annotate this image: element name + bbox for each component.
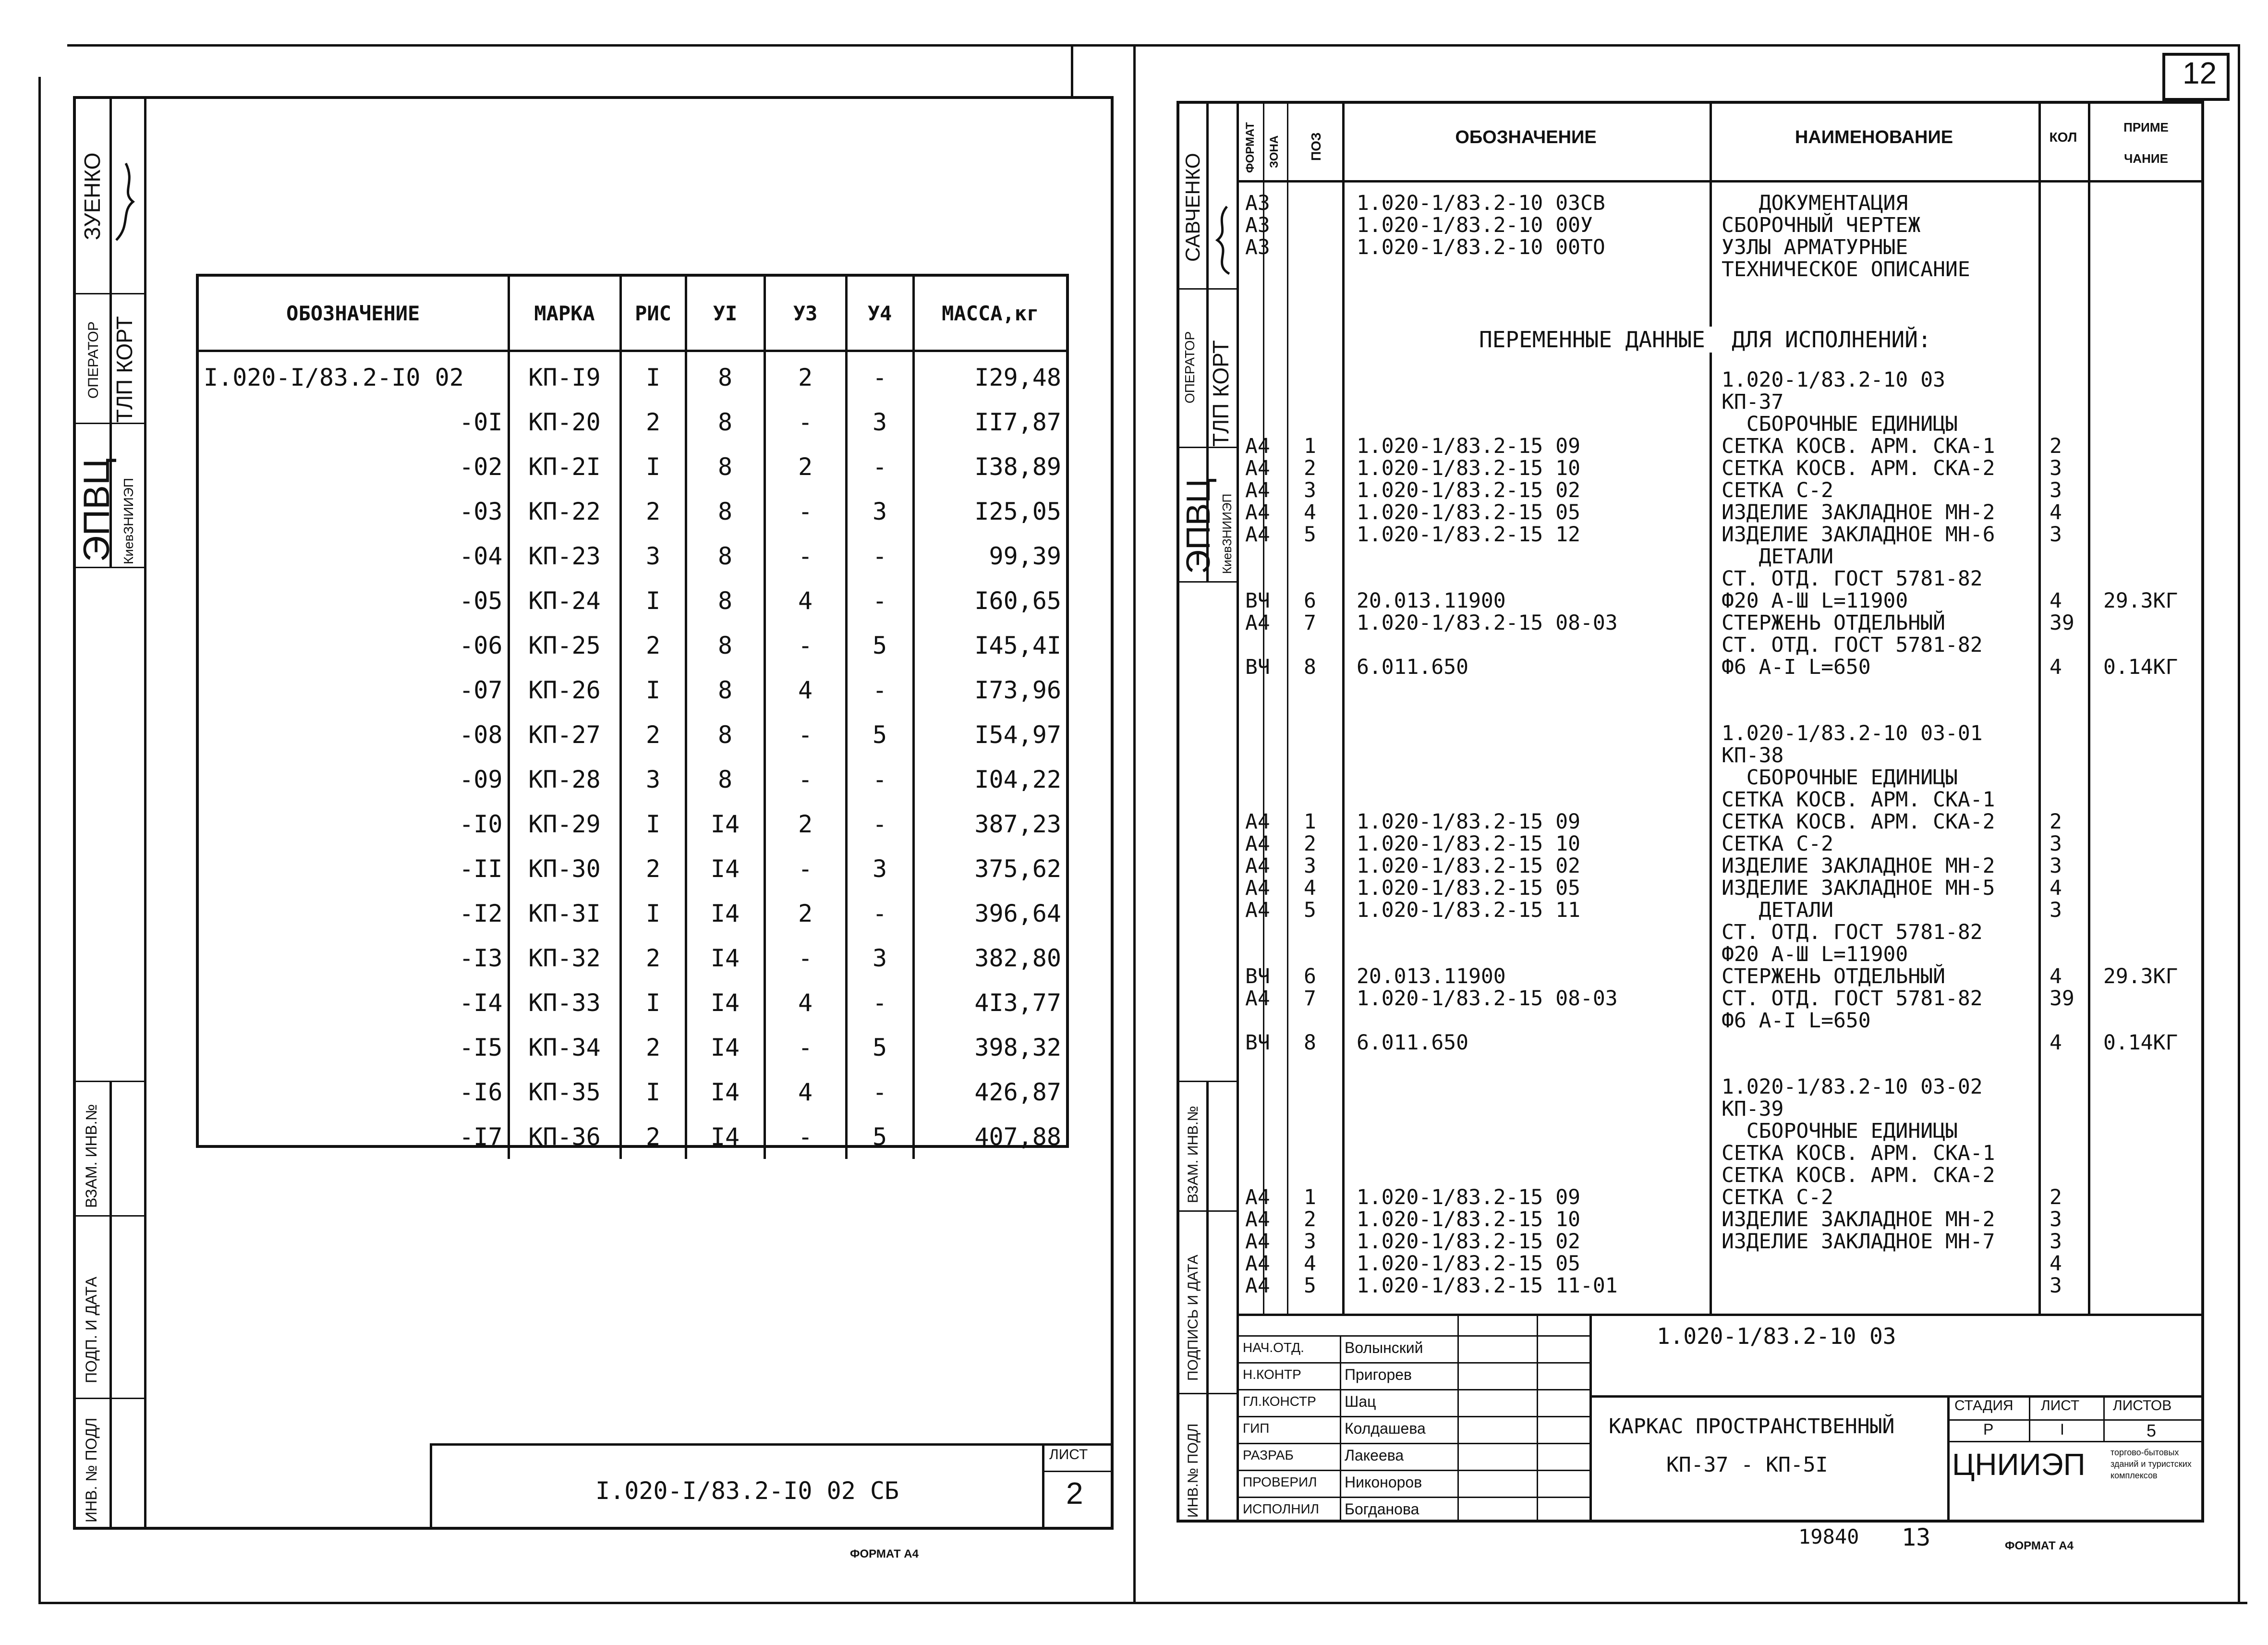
spec-col-line-5 xyxy=(2038,101,2041,1314)
right-margin-sep-3 xyxy=(1176,1393,1237,1394)
rtb-stage-col-2 xyxy=(2103,1395,2105,1441)
rtb-top xyxy=(1237,1314,2204,1316)
left-format-label: ФОРМАТ А4 xyxy=(850,1548,919,1560)
cell-mass: I04,22 xyxy=(913,757,1066,802)
table-row xyxy=(199,1114,1066,1159)
cell-mass: 426,87 xyxy=(913,1070,1066,1114)
rtb-name-col xyxy=(1457,1314,1459,1523)
cell-figure: 2 xyxy=(620,400,686,444)
cell-figure: I xyxy=(620,668,686,712)
table-row xyxy=(199,578,1066,623)
cell-figure: 2 xyxy=(620,936,686,980)
cell-mark: КП-32 xyxy=(509,936,620,980)
cell-node-4: - xyxy=(846,578,913,623)
cell-mark: КП-2I xyxy=(509,444,620,489)
cell-mass: I73,96 xyxy=(913,668,1066,712)
cell-node-1: 8 xyxy=(686,534,764,578)
cell-designation: -I6 xyxy=(459,1078,503,1106)
rtb-row-rule xyxy=(1237,1389,1589,1390)
left-titleblock-sheet-divider xyxy=(1042,1443,1044,1530)
cell-node-3: - xyxy=(764,936,846,980)
col-header-format: ФОРМАТ xyxy=(1244,122,1257,173)
cell-mark: КП-27 xyxy=(509,712,620,757)
right-margin-label-3: ИНВ.№ ПОДЛ xyxy=(1185,1423,1201,1518)
table-row xyxy=(199,846,1066,891)
rtb-title-1: КАРКАС ПРОСТРАНСТВЕННЫЙ xyxy=(1609,1414,1895,1438)
table-row xyxy=(199,712,1066,757)
col-header-note-1: ПРИМЕ xyxy=(2123,120,2169,134)
left-margin-sep-2 xyxy=(73,1215,145,1217)
rtb-code-rule xyxy=(1589,1395,2204,1398)
cell-mark: КП-25 xyxy=(509,623,620,668)
sheet-split-line xyxy=(1133,44,1136,1603)
cell-node-3: - xyxy=(764,712,846,757)
cell-mass: 407,88 xyxy=(913,1114,1066,1159)
cell-node-1: 8 xyxy=(686,712,764,757)
cell-designation: -I7 xyxy=(459,1122,503,1151)
cell-node-1: I4 xyxy=(686,891,764,936)
table-row xyxy=(199,757,1066,802)
col-header-zone: ЗОНА xyxy=(1268,135,1281,168)
cell-node-1: I4 xyxy=(686,802,764,846)
cell-node-4: 3 xyxy=(846,936,913,980)
cell-figure: 2 xyxy=(620,1025,686,1070)
cell-designation: -I0 xyxy=(459,810,503,838)
rtb-code: 1.020-1/83.2-10 03 xyxy=(1657,1323,1896,1349)
cell-node-3: - xyxy=(764,1114,846,1159)
cell-node-4: 3 xyxy=(846,400,913,444)
cell-figure: I xyxy=(620,351,686,400)
right-stamp-signature xyxy=(1208,202,1237,279)
col-header-designation: ОБОЗНАЧЕНИЕ xyxy=(199,277,509,351)
spec-col-line-3 xyxy=(1342,101,1345,1314)
right-stamp-sep-1 xyxy=(1176,288,1237,290)
cell-figure: I xyxy=(620,891,686,936)
rtb-role: ПРОВЕРИЛ xyxy=(1243,1474,1317,1489)
table-header-row xyxy=(199,277,1066,351)
cell-designation: -I2 xyxy=(459,899,503,927)
spec-col-designation: 1.020-1/83.2-10 03СВ 1.020-1/83.2-10 00У 1.020-1/83.2-10 00ТО 1.020-1/83.2-15 09 1.020-1/83.2-15 10 1.020-1/83.2-15 02 1.020-1/83.2-15 05 1.020-1/83.2-15 12 20.013.11900 1.020-1/83.2-15 08-03 6.011.650 1.020-1/83.2-15 09 1.020-1/83.2-15 10 1.020-1/83.2-15 02 1.020-1/83.2-15 05 1.020-1/83.2-15 11 20.013.11900 1.020-1/83.2-15 08-03 6.011.650 1.020-1/83.2-15 09 1.020-1/83.2-15 10 1.020-1/83.2-15 02 1.020-1/83.2-15 05 1.020-1/83.2-15 11-01 xyxy=(1357,191,1618,1298)
page-bottom-rule xyxy=(38,1602,2247,1604)
rtb-role: НАЧ.ОТД. xyxy=(1243,1340,1304,1355)
cell-figure: I xyxy=(620,444,686,489)
cell-node-3: - xyxy=(764,400,846,444)
left-sheet-number: 2 xyxy=(1066,1476,1083,1511)
cell-node-4: - xyxy=(846,668,913,712)
right-margin-sep-1 xyxy=(1176,1081,1237,1082)
table-row xyxy=(199,802,1066,846)
right-top-rule xyxy=(1133,44,2238,47)
rtb-row-rule xyxy=(1237,1362,1589,1364)
cell-node-4: 5 xyxy=(846,623,913,668)
cell-node-1: I4 xyxy=(686,1025,764,1070)
right-stamp-sep-2 xyxy=(1176,447,1237,448)
cell-mark: КП-26 xyxy=(509,668,620,712)
cell-node-4: 3 xyxy=(846,846,913,891)
col-header-qty: КОЛ xyxy=(2049,130,2077,145)
left-sheet-label: ЛИСТ xyxy=(1049,1447,1088,1462)
right-stamp-operator: ОПЕРАТОР xyxy=(1182,331,1197,403)
cell-node-3: 4 xyxy=(764,1070,846,1114)
cell-node-4: - xyxy=(846,891,913,936)
spec-col-line-2 xyxy=(1287,101,1288,1314)
table-row xyxy=(199,623,1066,668)
rtb-sheets-value: 5 xyxy=(2147,1421,2157,1440)
cell-designation: I.020-I/83.2-I0 02 xyxy=(204,363,464,391)
left-stamp-signature xyxy=(111,154,140,250)
col-header-designation: ОБОЗНАЧЕНИЕ xyxy=(1455,127,1597,147)
rtb-role: ИСПОЛНИЛ xyxy=(1243,1501,1320,1516)
left-titleblock-left xyxy=(430,1443,432,1530)
col-header-mark: МАРКА xyxy=(509,277,620,351)
left-binding-line xyxy=(144,96,146,1530)
cell-designation: -09 xyxy=(459,765,503,793)
left-top-rule xyxy=(67,44,1133,47)
spec-col-qty: 2 3 3 4 3 4 39 4 2 3 3 4 3 4 39 4 2 3 3 4 3 xyxy=(2050,434,2074,1298)
col-header-figure: РИС xyxy=(620,277,686,351)
variable-data-header: ПЕРЕМЕННЫЕ ДАННЫЕ ДЛЯ ИСПОЛНЕНИЙ: xyxy=(1479,327,1931,353)
cell-mass: 387,23 xyxy=(913,802,1066,846)
corner-sheet-number: 12 xyxy=(2183,56,2217,90)
cell-mass: 99,39 xyxy=(913,534,1066,578)
cell-figure: 2 xyxy=(620,846,686,891)
rtb-title-2: КП-37 - КП-5I xyxy=(1666,1453,1828,1477)
cell-node-1: 8 xyxy=(686,400,764,444)
cell-mark: КП-22 xyxy=(509,489,620,534)
left-margin-label-1: ВЗАМ. ИНВ.№ xyxy=(83,1104,100,1208)
right-binding-line xyxy=(1237,101,1239,1523)
cell-node-3: - xyxy=(764,489,846,534)
rtb-role: ГЛ.КОНСТР xyxy=(1243,1394,1316,1409)
rtb-row-rule xyxy=(1237,1470,1589,1471)
cell-mass: I54,97 xyxy=(913,712,1066,757)
rtb-sig-col xyxy=(1537,1314,1538,1523)
left-stamp-tlp: ТЛП КОРТ xyxy=(112,316,137,423)
left-drawing-code: I.020-I/83.2-I0 02 СБ xyxy=(595,1477,899,1505)
cell-node-4: - xyxy=(846,757,913,802)
cell-mass: I25,05 xyxy=(913,489,1066,534)
right-margin-divider xyxy=(1206,1081,1209,1523)
bottom-number-1: 19840 xyxy=(1798,1525,1859,1548)
spec-header-rule xyxy=(1237,180,2204,183)
spec-col-format: А3 А3 А3 А4 А4 А4 А4 А4 ВЧ А4 ВЧ А4 А4 А4 А4 А4 ВЧ А4 ВЧ А4 А4 А4 А4 А4 xyxy=(1245,191,1270,1298)
cell-mass: II7,87 xyxy=(913,400,1066,444)
right-stamp-org: КиевЗНИИЭП xyxy=(1220,493,1234,574)
cell-node-3: 4 xyxy=(764,578,846,623)
spec-col-name: ДОКУМЕНТАЦИЯ СБОРОЧНЫЙ ЧЕРТЕЖ УЗЛЫ АРМАТУРНЫЕ ТЕХНИЧЕСКОЕ ОПИСАНИЕ 1.020-1/83.2-10 03 КП-37 СБОРОЧНЫЕ ЕДИНИЦЫ СЕТКА КОСВ. АРМ. СКА-1 СЕТКА КОСВ. АРМ. СКА-2 СЕТКА С-2 ИЗДЕЛИЕ ЗАКЛАДНОЕ МН-2 ИЗДЕЛИЕ ЗАКЛАДНОЕ МН-6 ДЕТАЛИ СТ. ОТД. ГОСТ 5781-82 Ф20 А-Ш L=11900 СТЕРЖЕНЬ ОТДЕЛЬНЫЙ СТ. ОТД. ГОСТ 5781-82 Ф6 А-I L=650 1.020-1/83.2-10 03-01 КП-38 СБОРОЧНЫЕ ЕДИНИЦЫ СЕТКА КОСВ. АРМ. СКА-1 СЕТКА КОСВ. АРМ. СКА-2 СЕТКА С-2 ИЗДЕЛИЕ ЗАКЛАДНОЕ МН-2 ИЗДЕЛИЕ ЗАКЛАДНОЕ МН-5 ДЕТАЛИ СТ. ОТД. ГОСТ 5781-82 Ф20 А-Ш L=11900 СТЕРЖЕНЬ ОТДЕЛЬНЫЙ СТ. ОТД. ГОСТ 5781-82 Ф6 А-I L=650 1.020-1/83.2-10 03-02 КП-39 СБОРОЧНЫЕ ЕДИНИЦЫ СЕТКА КОСВ. АРМ. СКА-1 СЕТКА КОСВ. АРМ. СКА-2 СЕТКА С-2 ИЗДЕЛИЕ ЗАКЛАДНОЕ МН-2 ИЗДЕЛИЕ ЗАКЛАДНОЕ МН-7 xyxy=(1722,191,1995,1254)
cell-mark: КП-3I xyxy=(509,891,620,936)
rtb-row-rule xyxy=(1237,1443,1589,1444)
cell-node-3: 2 xyxy=(764,351,846,400)
left-margin-divider xyxy=(109,1081,112,1530)
cell-mark: КП-30 xyxy=(509,846,620,891)
left-titleblock-top xyxy=(430,1443,1114,1446)
cell-mark: КП-28 xyxy=(509,757,620,802)
rtb-main-divider xyxy=(1589,1314,1592,1523)
cell-figure: 2 xyxy=(620,1114,686,1159)
rtb-name: Пригорев xyxy=(1345,1366,1412,1383)
left-stamp-operator: ОПЕРАТОР xyxy=(85,321,101,399)
cell-node-3: 4 xyxy=(764,668,846,712)
cell-designation: -I3 xyxy=(459,944,503,972)
spec-col-note: 29.3КГ 0.14КГ 29.3КГ 0.14КГ xyxy=(2103,589,2178,1055)
cell-node-3: - xyxy=(764,623,846,668)
right-stamp-tlp: ТЛП КОРТ xyxy=(1208,340,1233,447)
table-row xyxy=(199,980,1066,1025)
right-margin-label-2: ПОДПИСЬ И ДАТА xyxy=(1185,1255,1201,1381)
cell-node-1: I4 xyxy=(686,936,764,980)
spec-col-line-4 xyxy=(1710,101,1712,1314)
col-header-node-1: УI xyxy=(686,277,764,351)
table-row xyxy=(199,936,1066,980)
table-row xyxy=(199,400,1066,444)
cell-node-1: I4 xyxy=(686,1114,764,1159)
cell-node-1: 8 xyxy=(686,668,764,712)
rtb-sheet-value: I xyxy=(2060,1421,2064,1438)
cell-mark: КП-20 xyxy=(509,400,620,444)
rtb-row-rule xyxy=(1237,1335,1589,1337)
cell-figure: I xyxy=(620,802,686,846)
cell-mass: I38,89 xyxy=(913,444,1066,489)
rtb-stage-rule-2 xyxy=(1947,1441,2204,1442)
left-margin-sep-3 xyxy=(73,1398,145,1399)
left-margin-label-2: ПОДП. И ДАТА xyxy=(83,1277,100,1383)
col-header-note-2: ЧАНИЕ xyxy=(2124,151,2168,166)
cell-node-1: 8 xyxy=(686,623,764,668)
rtb-role: ГИП xyxy=(1243,1421,1270,1436)
cell-node-1: I4 xyxy=(686,846,764,891)
cell-node-4: - xyxy=(846,444,913,489)
cell-mark: КП-33 xyxy=(509,980,620,1025)
cell-node-1: 8 xyxy=(686,757,764,802)
cell-mark: КП-36 xyxy=(509,1114,620,1159)
cell-designation: -05 xyxy=(459,586,503,615)
cell-node-4: 3 xyxy=(846,489,913,534)
table-row xyxy=(199,891,1066,936)
rtb-stage-col-1 xyxy=(2029,1395,2030,1441)
col-header-node-3: У3 xyxy=(764,277,846,351)
cell-designation: -II xyxy=(459,854,503,883)
bottom-number-2: 13 xyxy=(1902,1523,1931,1551)
right-stamp-epvc: ЭПВЦ xyxy=(1179,478,1217,574)
col-header-mass: МАССА,кг xyxy=(913,277,1066,351)
rtb-role: Н.КОНТР xyxy=(1243,1367,1301,1382)
cell-mark: КП-23 xyxy=(509,534,620,578)
rtb-org-sub: торгово-бытовых зданий и туристских комплексов xyxy=(2110,1448,2192,1480)
left-stamp-sep-2 xyxy=(73,423,145,424)
spec-col-pos: 1 2 3 4 5 6 7 8 1 2 3 4 5 6 7 8 1 2 3 4 5 xyxy=(1304,434,1316,1298)
cell-figure: 2 xyxy=(620,623,686,668)
cell-figure: I xyxy=(620,578,686,623)
cell-figure: 3 xyxy=(620,534,686,578)
rtb-name: Богданова xyxy=(1345,1500,1419,1518)
col-header-node-4: У4 xyxy=(846,277,913,351)
cell-node-1: 8 xyxy=(686,351,764,400)
rtb-stage-value: Р xyxy=(1983,1421,1994,1438)
rtb-role: РАЗРАБ xyxy=(1243,1448,1294,1462)
cell-node-4: 5 xyxy=(846,1114,913,1159)
cell-node-1: 8 xyxy=(686,489,764,534)
cell-node-1: I4 xyxy=(686,980,764,1025)
cell-designation: -02 xyxy=(459,452,503,481)
cell-figure: 2 xyxy=(620,489,686,534)
cell-node-3: 2 xyxy=(764,802,846,846)
table-body xyxy=(199,351,1066,1159)
cell-node-1: 8 xyxy=(686,444,764,489)
left-titleblock-sheet-rule xyxy=(1042,1471,1114,1472)
cell-node-4: - xyxy=(846,802,913,846)
cell-node-4: 5 xyxy=(846,712,913,757)
cell-mass: I29,48 xyxy=(913,351,1066,400)
cell-node-4: - xyxy=(846,351,913,400)
rtb-row-rule xyxy=(1237,1416,1589,1417)
rtb-name: Шац xyxy=(1345,1393,1376,1410)
left-stamp-org: КиевЗНИИЭП xyxy=(121,477,136,564)
cell-designation: -0I xyxy=(459,408,503,436)
left-stamp-epvc: ЭПВЦ xyxy=(76,458,117,562)
right-format-label: ФОРМАТ А4 xyxy=(2005,1539,2074,1552)
cell-mass: I45,4I xyxy=(913,623,1066,668)
cell-mark: КП-29 xyxy=(509,802,620,846)
table-row xyxy=(199,1070,1066,1114)
cell-mass: I60,65 xyxy=(913,578,1066,623)
rtb-stage-label: СТАДИЯ xyxy=(1954,1398,2013,1413)
cell-node-3: 4 xyxy=(764,980,846,1025)
rtb-sheets-label: ЛИСТОВ xyxy=(2113,1398,2172,1413)
table-row xyxy=(199,534,1066,578)
table-row xyxy=(199,1025,1066,1070)
cell-designation: -04 xyxy=(459,542,503,570)
table-row xyxy=(199,351,1066,400)
cell-mark: КП-34 xyxy=(509,1025,620,1070)
table-row xyxy=(199,444,1066,489)
col-header-pos: ПОЗ xyxy=(1309,132,1323,161)
cell-figure: 3 xyxy=(620,757,686,802)
cell-node-1: I4 xyxy=(686,1070,764,1114)
cell-designation: -I4 xyxy=(459,988,503,1017)
cell-figure: 2 xyxy=(620,712,686,757)
cell-node-3: 2 xyxy=(764,891,846,936)
rtb-stage-divider xyxy=(1947,1395,1950,1523)
cell-designation: -06 xyxy=(459,631,503,659)
left-margin-label-3: ИНВ. № ПОДЛ xyxy=(83,1417,100,1523)
cell-mass: 382,80 xyxy=(913,936,1066,980)
cell-node-3: - xyxy=(764,846,846,891)
page-left-rule xyxy=(38,77,41,1603)
left-stamp-bottom xyxy=(73,567,145,568)
rtb-sheet-label: ЛИСТ xyxy=(2041,1398,2080,1413)
cell-node-3: - xyxy=(764,534,846,578)
cell-node-4: - xyxy=(846,980,913,1025)
cell-node-4: 5 xyxy=(846,1025,913,1070)
cell-mass: 398,32 xyxy=(913,1025,1066,1070)
right-outer-rule xyxy=(2238,44,2240,1603)
rtb-org: ЦНИИЭП xyxy=(1952,1447,2086,1482)
left-top-notch xyxy=(1071,44,1073,97)
right-margin-sep-2 xyxy=(1176,1210,1237,1212)
rtb-name: Волынский xyxy=(1345,1339,1423,1356)
rtb-name: Никоноров xyxy=(1345,1474,1422,1491)
rtb-row-rule xyxy=(1237,1497,1589,1498)
right-stamp-bottom xyxy=(1176,581,1237,583)
cell-node-3: 2 xyxy=(764,444,846,489)
marks-table xyxy=(196,274,1069,1151)
cell-designation: -08 xyxy=(459,720,503,749)
left-stamp-sep xyxy=(73,293,145,294)
cell-designation: -03 xyxy=(459,497,503,525)
cell-mass: 375,62 xyxy=(913,846,1066,891)
cell-mass: 396,64 xyxy=(913,891,1066,936)
cell-designation: -I5 xyxy=(459,1033,503,1061)
cell-designation: -07 xyxy=(459,676,503,704)
cell-node-1: 8 xyxy=(686,578,764,623)
spec-col-line-6 xyxy=(2088,101,2090,1314)
right-stamp-surname: САВЧЕНКО xyxy=(1181,153,1204,262)
cell-node-4: - xyxy=(846,1070,913,1114)
table-row xyxy=(199,489,1066,534)
rtb-name: Колдашева xyxy=(1345,1420,1426,1437)
cell-mass: 4I3,77 xyxy=(913,980,1066,1025)
cell-figure: I xyxy=(620,1070,686,1114)
table-row xyxy=(199,668,1066,712)
left-margin-sep-1 xyxy=(73,1081,145,1082)
right-margin-label-1: ВЗАМ. ИНВ.№ xyxy=(1185,1106,1201,1203)
cell-mark: КП-24 xyxy=(509,578,620,623)
rtb-name: Лакеева xyxy=(1345,1447,1404,1464)
cell-node-3: - xyxy=(764,1025,846,1070)
left-stamp-surname: ЗУЕНКО xyxy=(80,152,105,240)
col-header-name: НАИМЕНОВАНИЕ xyxy=(1795,127,1953,147)
cell-mark: КП-35 xyxy=(509,1070,620,1114)
cell-figure: I xyxy=(620,980,686,1025)
cell-mark: КП-I9 xyxy=(509,351,620,400)
cell-node-3: - xyxy=(764,757,846,802)
cell-node-4: - xyxy=(846,534,913,578)
